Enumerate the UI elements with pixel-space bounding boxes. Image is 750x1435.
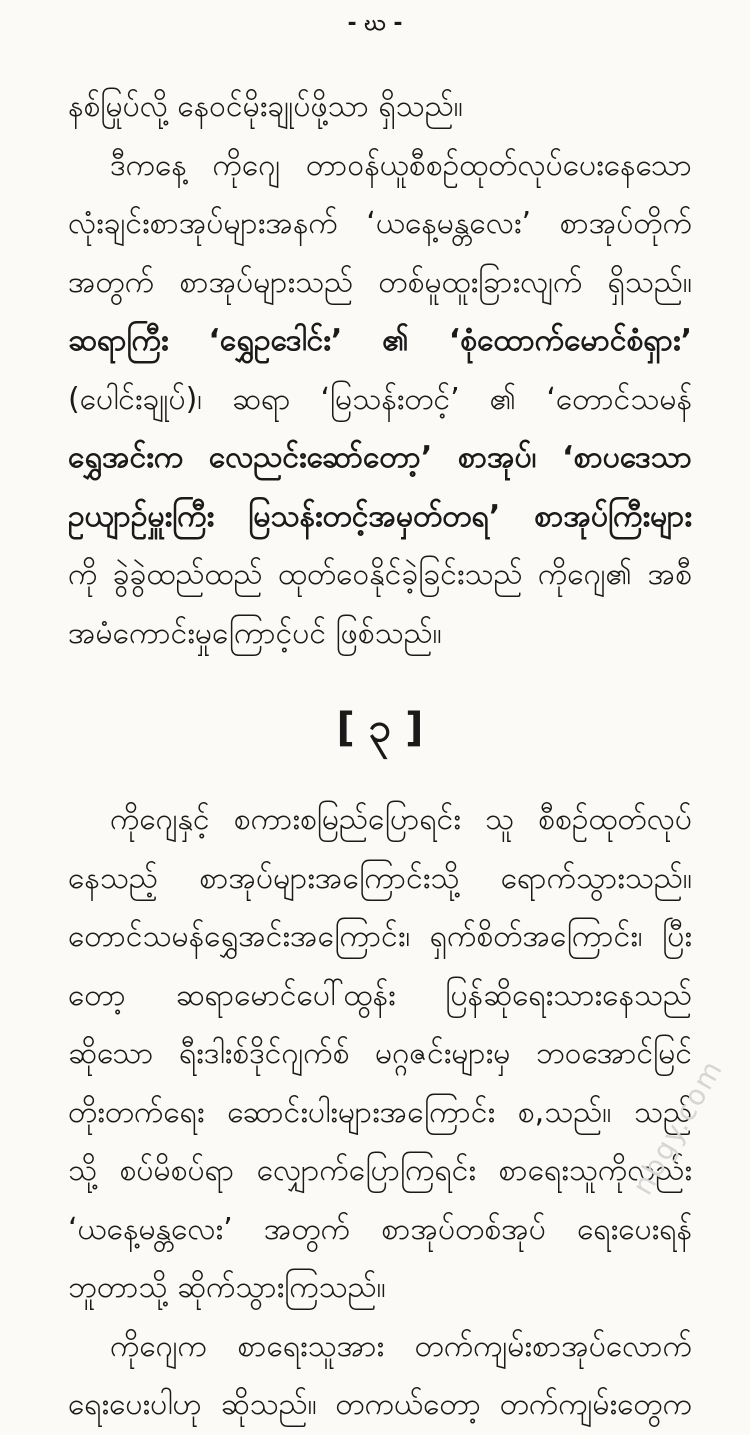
paragraph-1 bbox=[68, 78, 692, 137]
text-line: ‘ယနေ့မန္တလေး’ အတွက် စာအုပ်တစ်အုပ် ရေးပေးရန် bbox=[68, 1211, 692, 1247]
text-line: အမံကောင်းမှုကြောင့်ပင် ဖြစ်သည်။ bbox=[68, 615, 442, 651]
text-line: သို့ စပ်မိစပ်ရာ လျှောက်ပြောကြရင်း စာရေးသူကိုလည်း bbox=[68, 1153, 692, 1188]
text-line: ကိုဂျေက စာရေးသူအား တက်ကျမ်းစာအုပ်လောက် bbox=[110, 1328, 692, 1364]
paragraph-3 bbox=[68, 791, 692, 1318]
text-line: ဆရာကြီး ‘ရွှေဥဒေါင်း’ ၏ ‘စုံထောက်မောင်စံရှား’ bbox=[68, 323, 692, 358]
text-line: ဘူတာသို့ ဆိုက်သွားကြသည်။ bbox=[68, 1270, 386, 1305]
text-line: လုံးချင်းစာအုပ်များအနက် ‘ယနေ့မန္တလေး’ စာအုပ်တိုက် bbox=[68, 206, 692, 241]
text-line: တိုးတက်ရေး ဆောင်းပါးများအကြောင်း စ,သည်။ သည် bbox=[68, 1094, 692, 1130]
text-line: ကိုဂျေနှင့် စကားစမြည်ပြောရင်း သူ စီစဉ်ထုတ်လုပ် bbox=[110, 802, 692, 837]
page-number: - ဃ - bbox=[347, 11, 403, 36]
paragraph-4 bbox=[68, 1318, 692, 1435]
text-line: ဆိုသော ရီးဒါးစ်ဒိုင်ဂျက်စ် မဂ္ဂဇင်းများမှ ဘဝအောင်မြင် bbox=[68, 1036, 692, 1071]
paragraph-2 bbox=[68, 137, 692, 664]
text-line: နေသည့် စာအုပ်များအကြောင်းသို့ ရောက်သွားသည်။ bbox=[68, 860, 692, 896]
text-line: ဥယျာဉ်မှူးကြီး မြသန်းတင့်အမှတ်တရ’ စာအုပ်ကြီးများ bbox=[68, 498, 692, 534]
text-line: (ပေါင်းချုပ်)၊ ဆရာ ‘မြသန်းတင့်’ ၏ ‘တောင်သမန် bbox=[68, 381, 692, 417]
text-line: အတွက် စာအုပ်များသည် တစ်မူထူးခြားလျက် ရှိသည်။ bbox=[68, 264, 692, 300]
text-line: ရေးပေးပါဟု ဆိုသည်။ တကယ်တော့ တက်ကျမ်းတွေက bbox=[68, 1387, 692, 1422]
text-line: တော့ ဆရာမောင်ပေါ်ထွန်း ပြန်ဆိုရေးသားနေသည် bbox=[68, 977, 692, 1013]
text-line: နစ်မြုပ်လို့ နေဝင်မိုးချုပ်ဖို့သာ ရှိသည်။ bbox=[68, 89, 463, 124]
text-line: တောင်သမန်ရွှေအင်းအကြောင်း၊ ရှက်စိတ်အကြောင်း၊ ပြီး bbox=[68, 919, 692, 954]
text-line: ကို ခွဲခွဲထည်ထည် ထုတ်ဝေနိုင်ခဲ့ခြင်းသည် ကိုဂျေ၏ အစီ bbox=[68, 557, 692, 592]
document-body bbox=[68, 78, 692, 1435]
text-line: ရွှေအင်းက လေညင်းဆော်တော့’ စာအုပ်၊ ‘စာပဒေသာ bbox=[68, 440, 692, 475]
watermark: nbgy.com bbox=[626, 1053, 730, 1201]
text-line: ဒီကနေ့ ကိုဂျေ တာဝန်ယူစီစဉ်ထုတ်လုပ်ပေးနေသော bbox=[110, 147, 692, 183]
section-heading: [ ၃ ] bbox=[336, 705, 424, 751]
